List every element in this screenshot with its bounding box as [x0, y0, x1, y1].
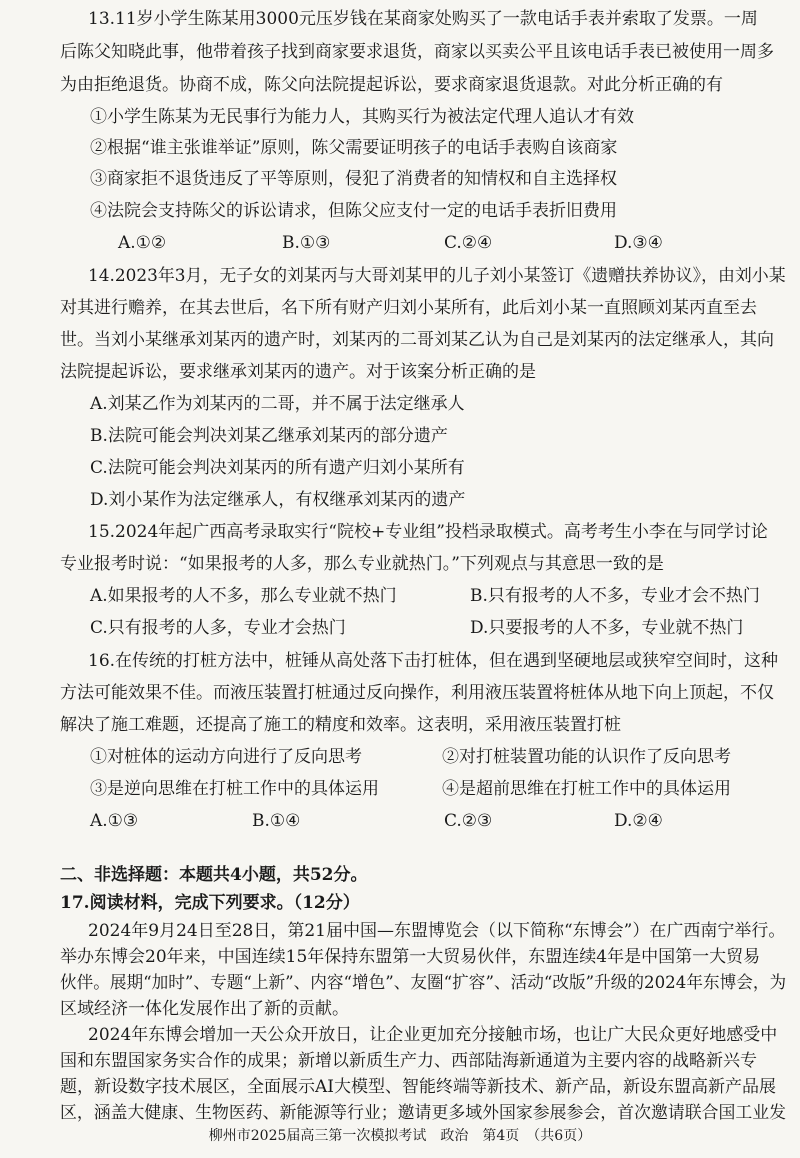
q16-item-4: ④是超前思维在打桩工作中的具体运用 [442, 779, 731, 799]
q13-stem-line-3: 为由拒绝退货。协商不成，陈父向法院提起诉讼，要求商家退货退款。对此分析正确的有 [60, 75, 723, 95]
q14-stem-line-2: 对其进行赡养，在其去世后，名下所有财产归刘小某所有，此后刘小某一直照顾刘某丙直至去 [60, 298, 757, 318]
q15-option-a: A.如果报考的人不多，那么专业就不热门 [90, 586, 397, 606]
section-heading: 二、非选择题：本题共4小题，共52分。 [60, 865, 368, 885]
q13-option-b: B.①③ [282, 233, 331, 253]
q16-item-2: ②对打桩装置功能的认识作了反向思考 [442, 747, 731, 767]
q15-stem-line-1: 15.2024年起广西高考录取实行“院校+专业组”投档录取模式。高考考生小李在与同学讨论 [88, 522, 768, 542]
q13-option-c: C.②④ [444, 233, 493, 253]
q16-option-a: A.①③ [90, 811, 139, 831]
q17-para2-line-4: 区，涵盖大健康、生物医药、新能源等行业；邀请更多域外国家参展参会，首次邀请联合国工业发 [60, 1103, 787, 1123]
q16-option-c: C.②③ [444, 811, 493, 831]
q17-para1-line-2: 举办东博会20年来，中国连续15年保持东盟第一大贸易伙伴，东盟连续4年是中国第一大贸易 [60, 947, 761, 967]
q16-stem-line-2: 方法可能效果不佳。而液压装置打桩通过反向操作，利用液压装置将桩体从地下向上顶起，不仅 [60, 683, 774, 703]
q13-item-4: ④法院会支持陈父的诉讼请求，但陈父应支付一定的电话手表折旧费用 [90, 201, 617, 221]
q14-option-d: D.刘小某作为法定继承人，有权继承刘某丙的遗产 [90, 490, 466, 510]
q15-option-b: B.只有报考的人不多，专业才会不热门 [470, 586, 760, 606]
q17-para1-line-4: 区域经济一体化发展作出了新的贡献。 [60, 999, 349, 1019]
q16-stem-line-3: 解决了施工难题，还提高了施工的精度和效率。这表明，采用液压装置打桩 [60, 715, 621, 735]
q17-para2-line-3: 题，新设数字技术展区，全面展示AI大模型、智能终端等新技术、新产品，新设东盟高新产品展 [60, 1077, 776, 1097]
q16-option-b: B.①④ [252, 811, 301, 831]
q13-option-d: D.③④ [614, 233, 663, 253]
q13-item-1: ①小学生陈某为无民事行为能力人，其购买行为被法定代理人追认才有效 [90, 107, 634, 127]
q16-item-1: ①对桩体的运动方向进行了反向思考 [90, 747, 362, 767]
q16-option-d: D.②④ [614, 811, 663, 831]
q14-option-a: A.刘某乙作为刘某丙的二哥，并不属于法定继承人 [90, 394, 465, 414]
q13-item-2: ②根据“谁主张谁举证”原则，陈父需要证明孩子的电话手表购自该商家 [90, 138, 618, 158]
q17-para2-line-2: 国和东盟国家务实合作的成果；新增以新质生产力、西部陆海新通道为主要内容的战略新兴专 [60, 1051, 757, 1071]
q15-option-d: D.只要报考的人不多，专业就不热门 [470, 618, 744, 638]
q14-stem-line-4: 法院提起诉讼，要求继承刘某丙的遗产。对于该案分析正确的是 [60, 362, 536, 382]
q15-stem-line-2: 专业报考时说：“如果报考的人多，那么专业就热门。”下列观点与其意思一致的是 [60, 554, 664, 574]
q15-option-c: C.只有报考的人多，专业才会热门 [90, 618, 346, 638]
q13-stem-line-1: 13.11岁小学生陈某用3000元压岁钱在某商家处购买了一款电话手表并索取了发票。一周 [88, 9, 758, 29]
q17-title: 17.阅读材料，完成下列要求。（12分） [60, 893, 360, 913]
q16-item-3: ③是逆向思维在打桩工作中的具体运用 [90, 779, 379, 799]
q16-stem-line-1: 16.在传统的打桩方法中，桩锤从高处落下击打桩体，但在遇到坚硬地层或狭窄空间时，这种 [88, 651, 779, 671]
q17-para1-line-3: 伙伴。展期“加时”、专题“上新”、内容“增色”、友圈“扩容”、活动“改版”升级的2024年东博会，为 [60, 973, 787, 993]
q17-para2-line-1: 2024年东博会增加一天公众开放日，让企业更加充分接触市场，也让广大民众更好地感受中 [88, 1025, 778, 1045]
q13-stem-line-2: 后陈父知晓此事，他带着孩子找到商家要求退货，商家以买卖公平且该电话手表已被使用一周多 [60, 42, 774, 62]
q13-option-a: A.①② [118, 233, 167, 253]
q13-item-3: ③商家拒不退货违反了平等原则，侵犯了消费者的知情权和自主选择权 [90, 169, 617, 189]
q17-para1-line-1: 2024年9月24日至28日，第21届中国—东盟博览会（以下简称“东博会”）在广西南宁举行。 [88, 921, 786, 941]
q14-option-c: C.法院可能会判决刘某丙的所有遗产归刘小某所有 [90, 458, 465, 478]
page-footer: 柳州市2025届高三第一次模拟考试 政治 第4页 （共6页） [208, 1128, 592, 1144]
q14-stem-line-1: 14.2023年3月，无子女的刘某丙与大哥刘某甲的儿子刘小某签订《遗赠扶养协议》，由刘小某 [88, 266, 786, 286]
q14-option-b: B.法院可能会判决刘某乙继承刘某丙的部分遗产 [90, 426, 448, 446]
q14-stem-line-3: 世。当刘小某继承刘某丙的遗产时，刘某丙的二哥刘某乙认为自己是刘某丙的法定继承人，其向 [60, 330, 774, 350]
